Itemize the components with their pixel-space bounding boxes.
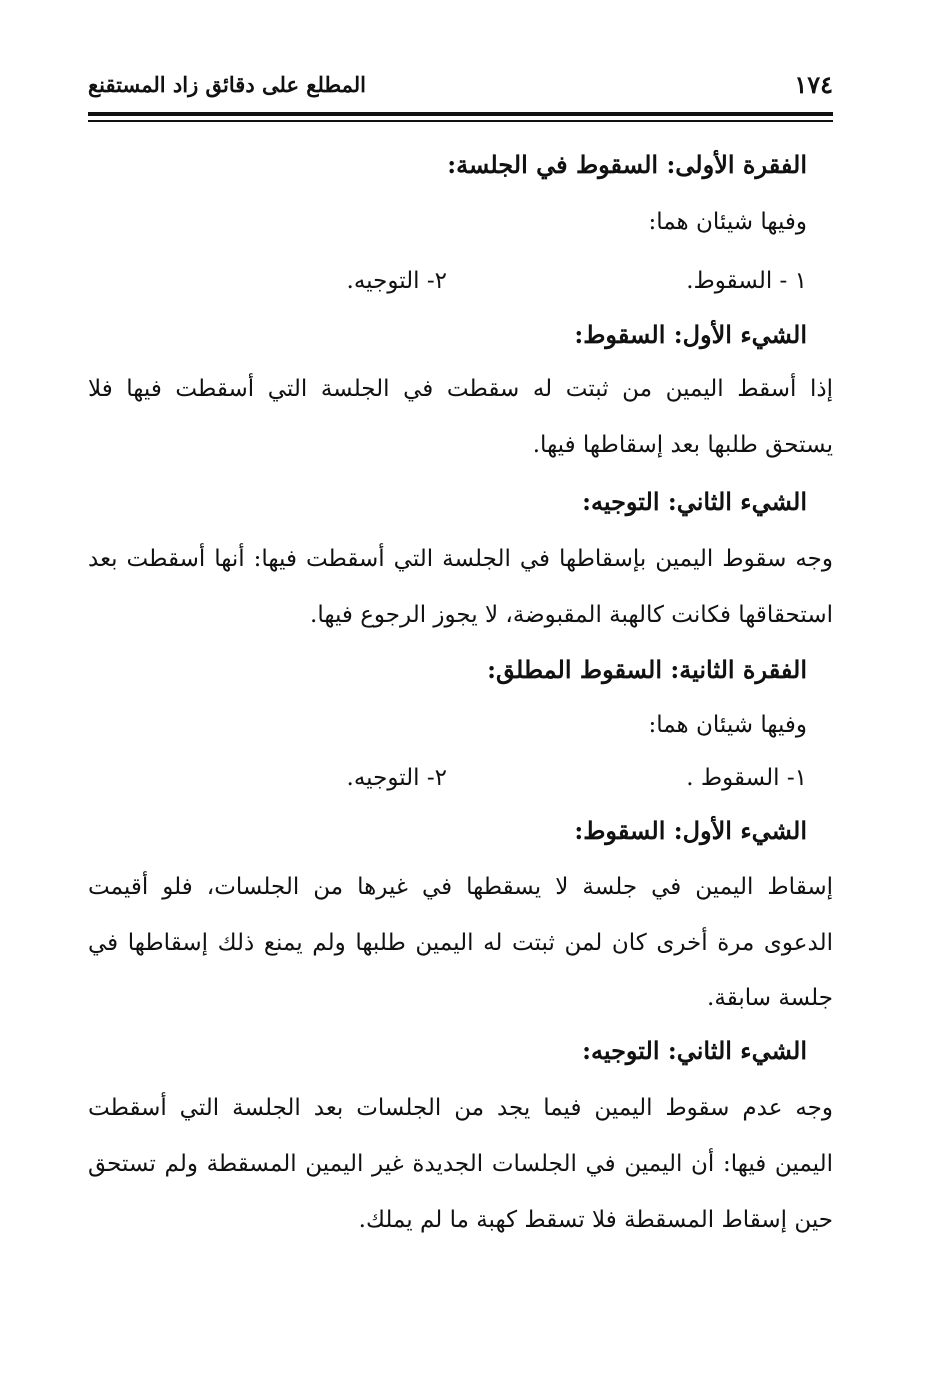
list-item-2: ٢- التوجيه. <box>346 765 447 791</box>
paragraph-line: إسقاط اليمين في جلسة لا يسقطها في غيرها من الجلسات، فلو أقيمت <box>88 874 833 900</box>
paragraph-line: استحقاقها فكانت كالهبة المقبوضة، لا يجوز الرجوع فيها. <box>310 602 833 628</box>
paragraph-line: وجه عدم سقوط اليمين فيما يجد من الجلسات بعد الجلسة التي أسقطت <box>88 1095 833 1121</box>
paragraph-line: وجه سقوط اليمين بإسقاطها في الجلسة التي أسقطت فيها: أنها أسقطت بعد <box>88 546 833 572</box>
paragraph-line: جلسة سابقة. <box>707 985 833 1011</box>
header-rule-thin <box>88 120 833 122</box>
list-item-1: ١- السقوط . <box>686 765 807 791</box>
page-header <box>88 70 833 110</box>
paragraph-line: إذا أسقط اليمين من ثبتت له سقطت في الجلسة التي أسقطت فيها فلا <box>88 376 833 402</box>
paragraph-line: الدعوى مرة أخرى كان لمن ثبتت له اليمين طلبها ولم يمنع ذلك إسقاطها في <box>88 930 833 956</box>
section-heading-1: الفقرة الأولى: السقوط في الجلسة: <box>447 150 807 179</box>
paragraph-line: وفيها شيئان هما: <box>648 209 807 235</box>
subheading: الشيء الثاني: التوجيه: <box>582 1036 807 1065</box>
paragraph-line: حين إسقاط المسقطة فلا تسقط كهبة ما لم يملك. <box>358 1207 833 1233</box>
page-number: ١٧٤ <box>794 70 833 99</box>
paragraph-line: وفيها شيئان هما: <box>648 712 807 738</box>
list-item-1: ١ - السقوط. <box>686 268 807 294</box>
subheading: الشيء الأول: السقوط: <box>574 816 807 845</box>
section-heading-2: الفقرة الثانية: السقوط المطلق: <box>487 655 807 684</box>
paragraph-line: اليمين فيها: أن اليمين في الجلسات الجديدة غير اليمين المسقطة ولم تستحق <box>88 1151 833 1177</box>
subheading: الشيء الأول: السقوط: <box>574 320 807 349</box>
list-item-2: ٢- التوجيه. <box>346 268 447 294</box>
subheading: الشيء الثاني: التوجيه: <box>582 487 807 516</box>
header-rule-thick <box>88 112 833 116</box>
paragraph-line: يستحق طلبها بعد إسقاطها فيها. <box>532 432 833 458</box>
running-title: المطلع على دقائق زاد المستقنع <box>88 72 367 97</box>
